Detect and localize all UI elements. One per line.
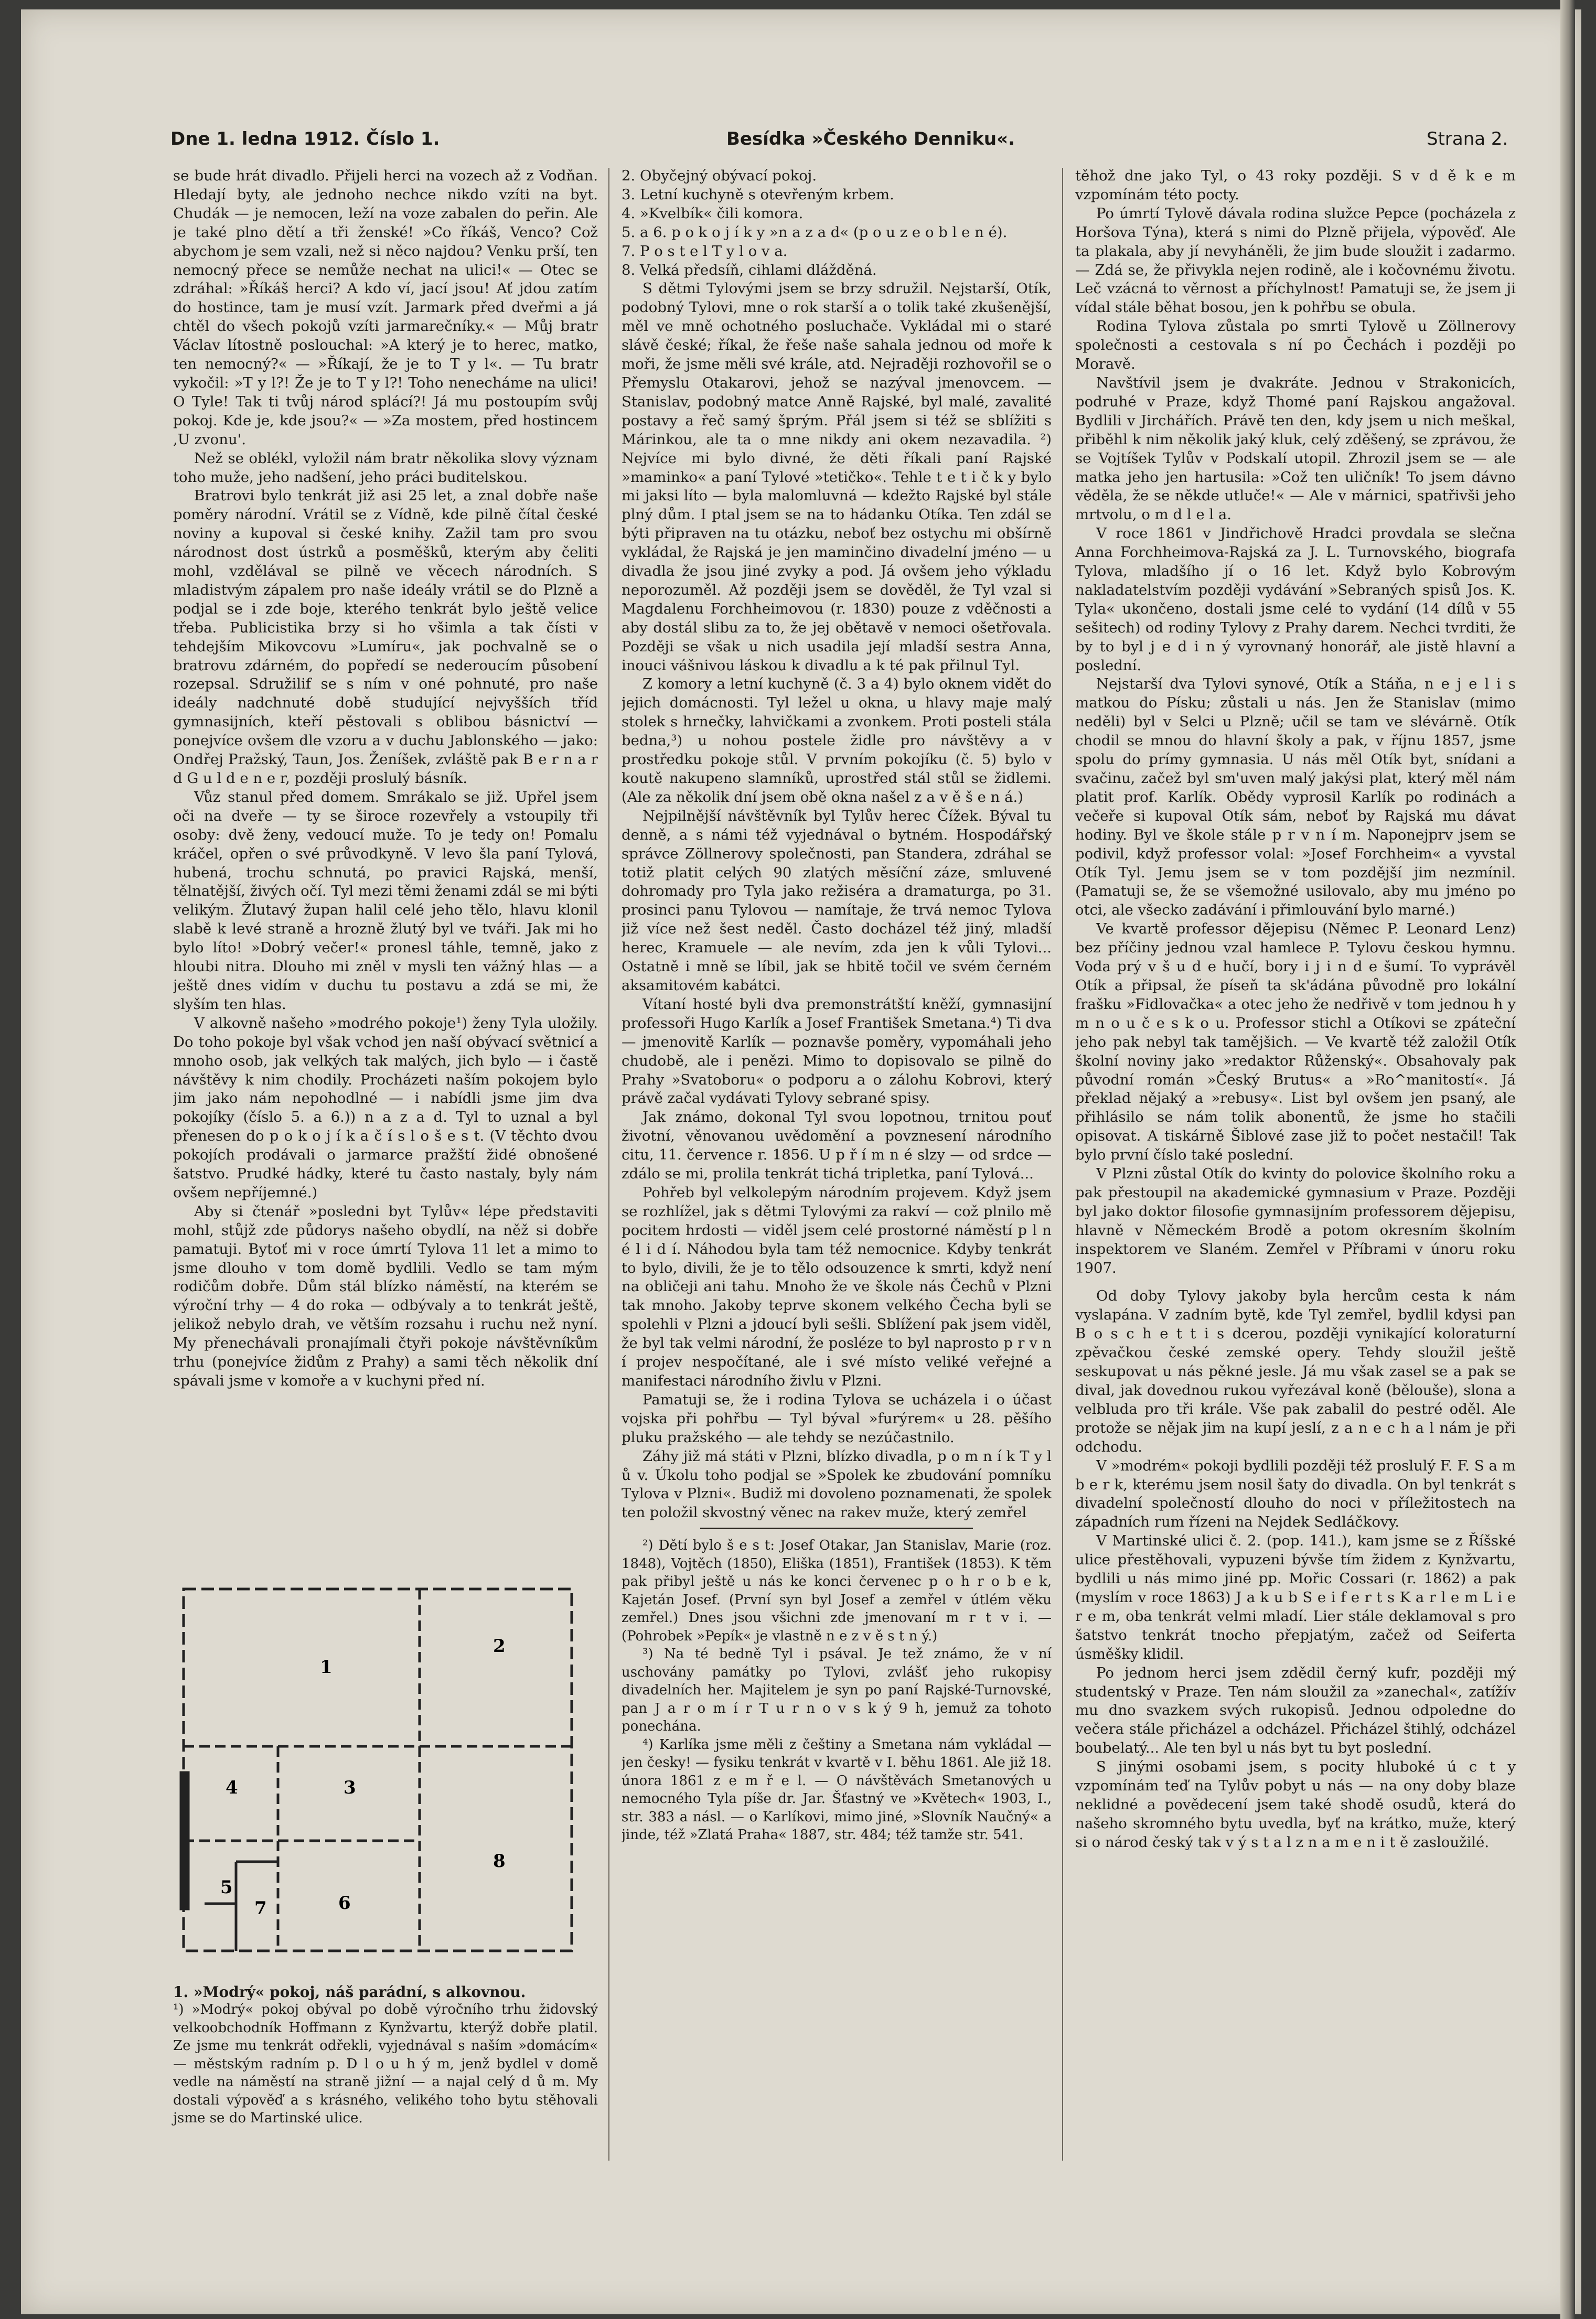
footnote: ²) Dětí bylo š e s t: Josef Otakar, Jan Stanislav, Marie (roz. 1848), Vojtěch (1850), Eliška (1851), František (1853). K těm pak přibyl ještě u nás ke konci červenec p o h r o b e k, Kajetán Josef. (První syn byl Josef a zemřel v útlém věku zemřel.) Dnes jsou všichni zde jmenovaní m r t v i. — (Pohrobek »Pepík« je vlastně n e z v ě s t n ý.) — [622, 1538, 1052, 1644]
room-label: 7 — [254, 1898, 267, 1919]
paragraph: Jak známo, dokonal Tyl svou lopotnou, trnitou pouť životní, věnovanou uvědomění a povznesení národního citu, 11. července r. 1856. U p ř í m n é slzy — od srdce — zdálo se mi, prolila tenkrát tichá tripletka, paní Tylová... — [622, 1109, 1052, 1183]
paragraph: V »modrém« pokoji bydlili později též proslulý F. F. S a m b e r k, kterému jsem nosil šaty do divadla. On byl tenkrát s divadelní společností dlouho do noci v příležitostech na západních rum řízeni na Nejdek Sedláčkovy. — [1075, 1457, 1516, 1531]
paragraph: Nejstarší dva Tylovi synové, Otík a Stáňa, n e j e l i s matkou do Písku; zůstali u nás. Jen že Stanislav (mimo neděli) byl v Selci u Plzně; učil se tam ve slévárně. Otík chodil se mnou do hlavní školy a pak, v říjnu 1857, jsme spolu do prímy gymnasia. U nás měl Otík byt, snídani a svačinu, začež byl sm'uven malý jakýsi plat, který měl nám platit prof. Karlík. Obědy vyprosil Karlík po rodinách a večeře si kupoval Otík sám, neboť by Rajská mu dávat hodiny. Byl ve škole stále p r v n í m. Naponejprv jsem se podivil, když professor volal: »Josef Forchheim« a vyvstal Otík Tyl. Jemu jsem se v tom pozdější jim nezmínil. (Pamatuji se, že se všemožné usilovalo, aby mu jméno po otci, ale všecko zadávání i přimlouvání bylo marné.) — [1075, 675, 1516, 919]
paragraph: Ve kvartě professor dějepisu (Němec P. Leonard Lenz) bez příčiny jednou vzal hamlece P. Tylovu českou hymnu. Voda prý v š u d e hučí, bory i j i n d e šumí. To vyprávěl Otík a připsal, že píseň ta sk'ádána původně pro lokální frašku »Fidlovačka« a otec jeho že nedřivě v tom jednou h y m n o u č e s k o u. Professor stichl a Otíkovi se zpáteční jeho pak nebyl tak tamějšich. — Ve kvartě též založil Otík školní noviny jako »redaktor Růženský«. Obsahovaly pak původní román »Český Brutus« a »Ro^manitostí«. Já překlad nějaký a »rebusy«. List byl ovšem jen psaný, ale přihlásilo se nám tolik abonentů, že jsme ho stačili opisovat. A tiskárně Šiblové zase již to počet nestačil! Tak bylo první číslo také poslední. — [1075, 920, 1516, 1164]
footnote: ³) Na té bedně Tyl i psával. Je tež známo, že v ní uschovány památky po Tylovi, zvlášť jeho rukopisy divadelních her. Majitelem je syn po paní Rajské-Turnovské, pan J a r o m í r T u r n o v s k ý 9 h, jemuž za tohoto ponechána. — [622, 1646, 1052, 1735]
page-number: Strana 2. — [1427, 128, 1508, 149]
list-item: 2. Obyčejný obývací pokoj. — [622, 167, 817, 184]
paragraph: těhož dne jako Tyl, o 43 roky později. S v d ě k e m vzpomínám této pocty. — [1075, 167, 1516, 203]
room-label: 4 — [226, 1777, 238, 1798]
paragraph: V alkovně našeho »modrého pokoje¹) ženy Tyla uložily. Do toho pokoje byl však vchod jen naší obývací světnicí a mnoho osob, jak velkých tak malých, jich bylo — i častě návštěvy k nim chodily. Procházeti naším pokojem bylo jim jako nám nepohodlné — i nabídli jsme jim dva pokojíky (číslo 5. a 6.)) n a z a d. Tyl to uznal a byl přenesen do p o k o j í k a č í s l o š e s t. (V těchto dvou pokojích prodávali o jarmarce pražští židé obnošené šatstvo. Prudké hádky, které tu často nastaly, byly nám ovšem nepříjemné.) — [173, 1014, 598, 1201]
floor-plan-diagram — [157, 1547, 598, 1977]
plan-caption — [173, 1983, 598, 2128]
footnote: ¹) »Modrý« pokoj obýval po době výročního trhu židovský velkoobchodník Hoffmann z Kynžvartu, kterýž dobře platil. Ze jsme mu tenkrát odřekli, vyjednával s naším »domácím« — městským radním p. D l o u h ý m, jenž bydlel v domě vedle na náměstí na straně jižní — a najal celý d ů m. My dostali výpověď a s krásného, velikého toho bytu stěhovali jsme se do Martinské ulice. — [173, 2002, 598, 2126]
column-3 — [1075, 167, 1516, 2149]
paragraph: V Plzni zůstal Otík do kvinty do polovice školního roku a pak přestoupil na akademické gymnasium v Praze. Později byl jako doktor filosofie gymnasijním professorem dějepisu, hlavně v Německém Brodě a potom okresním školním inspektorem ve Slaném. Zemřel v Příbrami v únoru roku 1907. — [1075, 1165, 1516, 1276]
caption-text: 1. »Modrý« pokoj, náš parádní, s alkovnou. — [173, 1983, 526, 2001]
paragraph: Pohřeb byl velkolepým národním projevem. Když jsem se rozhlížel, jak s dětmi Tylovými za rakví — což plnilo mě pocitem hrdosti — viděl jsem celé prostorné náměstí p l n é l i d í. Náhodou byla tam též nemocnice. Kdyby tenkrát to bylo, divili, že je to tělo odsouzence k smrti, když není na obličeji ani tahu. Mnoho že ve škole nás Čechů v Plzni tak mnoho. Jakoby teprve skonem velkého Čecha byli se spolehli v Plzni a jdoucí byli sešli. Sblížení pak jsem viděl, že byl tak velmi národní, že posléze to byl naprosto p r v n í projev nespočítané, ale i své místo veliké veřejné a manifestaci národního živlu v Plzni. — [622, 1184, 1052, 1389]
column-divider — [1062, 168, 1063, 2161]
list-item: 3. Letní kuchyně s otevřeným krbem. — [622, 186, 894, 203]
list-item: 8. Velká předsíň, cihlami dlážděná. — [622, 261, 877, 278]
room-label: 8 — [493, 1851, 506, 1872]
paragraph: Rodina Tylova zůstala po smrti Tylově u Zöllnerovy společnosti a cestovala s ní po Čechách i později po Moravě. — [1075, 318, 1516, 373]
paragraph: Po úmrtí Tylově dávala rodina služce Pepce (pocházela z Horšova Týna), která s nimi do Plzně přijela, výpověď. Ale ta plakala, aby jí nevyháněli, že jim bude sloužit i zadarmo. — Zdá se, že přivykla nejen rodině, ale i kočovnému životu. Leč vzácná to věrnost a příchylnost! Pamatuji se, že jsem ji vídal stále běhat bosou, jen k pohřbu se obula. — [1075, 205, 1516, 316]
paragraph: Pamatuji se, že i rodina Tylova se ucházela i o účast vojska při pohřbu — Tyl býval »furýrem« u 28. pěšího pluku pražského — ale tehdy se nezúčastnilo. — [622, 1391, 1052, 1446]
paragraph: Z komory a letní kuchyně (č. 3 a 4) bylo oknem vidět do jejich domácnosti. Tyl ležel u okna, u hlavy maje malý stolek s hrnečky, lahvičkami a zvonkem. Proti posteli stála bedna,³) u nohou postele židle pro návštěvy a v prostředku pokoje stůl. V prvním pokojíku (č. 5) bylo v koutě nakupeno slamníků, uprostřed stál stůl se židlemi. (Ale za několik dní jsem obě okna našel z a v ě š e n á.) — [622, 675, 1052, 806]
footnote-rule — [700, 1528, 973, 1529]
paragraph: Od doby Tylovy jakoby byla hercům cesta k nám vyslapána. V zadním bytě, kde Tyl zemřel, bydlil kdysi pan B o s c h e t t i s dcerou, později vynikající koloraturní zpěvačkou české zemské opery. Tehdy sloužil ještě seskupovat u nás pěkné jesle. Já mu však zasel se a pak se dival, jak dovednou rukou vyřezával koně (bělouše), slona a velbluda pro tři krále. Vše pak zabalil do pestré oděl. Ale protože se nějak jim na kupí jeslí, z a n e c h a l nám je při odchodu. — [1075, 1287, 1516, 1455]
paragraph: Než se oblékl, vyložil nám bratr několika slovy význam toho muže, jeho nadšení, jeho práci buditelskou. — [173, 449, 598, 486]
room-label: 5 — [220, 1877, 233, 1898]
paragraph: Navštívil jsem je dvakráte. Jednou v Strakonicích, podruhé v Praze, když Thomé paní Rajskou angažoval. Bydlili v Jirchářích. Právě ten den, kdy jsem u nich meškal, přiběhl k nim několik jaký kluk, celý zděšený, se zprávou, že se Vojtíšek Tylův v Podskalí utopil. Zhrozil jsem se — ale matka jeho jen hartusila: »Což ten uličník! To jsem dávno věděla, že se někde utluče!« — Ale v márnici, spatřivši jeho mrtvolu, o m d l e l a. — [1075, 374, 1516, 523]
paragraph: Bratrovi bylo tenkrát již asi 25 let, a znal dobře naše poměry národní. Vrátil se z Vídně, kde pilně čítal české noviny a kupoval si české knihy. Zažil tam pro svou národnost dost ústrků a posměšků, kterým aby čeliti mohl, vzdělával se pilně ve věcech národních. S mladistvým zápalem pro naše ideály vrátil se do Plzně a podjal se i zde boje, kterého tenkrát bylo ještě velice třeba. Publicistika brzy si ho všimla a tak čísti v tehdejším Mikovcovu »Lumíru«, jak pochvalně se o bratrovu zdárném, do popředí se nederoucím působení rozepsal. Sdružilif se s ním v oné pohnuté, pro naše ideály nadchnuté době studující nejvyšších tříd gymnasijních, kteří pěstovali s oblibou básnictví — ponejvíce ovšem dle vzoru a v duchu Jablonského — jako: Ondřej Pražský, Taun, Jos. Ženíšek, zvláště pak B e r n a r d G u l d e n e r, později proslulý básník. — [173, 487, 598, 787]
page-fold-edge — [1560, 0, 1575, 2319]
room-label: 3 — [344, 1777, 356, 1798]
paragraph: Vůz stanul před domem. Smrákalo se již. Upřel jsem oči na dveře — ty se široce rozevřely a vstoupily tři osoby: dvě ženy, vedoucí muže. To je tedy on! Pomalu kráčel, opřen o své průvodkyně. V levo šla paní Tylová, hubená, trochu schnutá, po pravici Rajská, menší, tělnatější, živých očí. Tyl mezi těmi ženami zdál se mi býti velikým. Žlutavý župan halil celé jeho tělo, hlavu klonil slabě k levé straně a hrozně žlutý byl ve tváři. Jak mi ho bylo líto! »Dobrý večer!« pronesl táhle, temně, jako z hloubi nitra. Dlouho mi zněl v mysli ten vážný hlas — a ještě dnes vidím v duchu tu postavu a zdá se mi, že slyším ten hlas. — [173, 788, 598, 1013]
room-label: 2 — [493, 1636, 506, 1657]
column-2 — [622, 167, 1052, 2149]
room-label: 6 — [338, 1893, 351, 1914]
paragraph: se bude hrát divadlo. Přijeli herci na vozech až z Vodňan. Hledají byty, ale jednoho nechce nikdo vzíti na byt. Chudák — je nemocen, leží na voze zabalen do peřin. Ale je také plno dětí a tři ženské! »Co říkáš, Venco? Což abychom je sem vzali, než si něco najdou? Venku prší, ten nemocný přece se nemůže nechat na ulici!« — Otec se zdráhal: »Říkáš herci? A kdo ví, jací jsou! Ať jdou zatím do hostince, tam je musí vzít. Jarmark před dveřmi a já chtěl do všech pokojů vzíti jarmarečníky.« — Můj bratr Václav lítostně poslouchal: »A který je to herec, matko, ten nemocný?« — »Říkají, že je to T y l«. — Tu bratr vykočil: »T y l?! Že je to T y l?! Toho nenecháme na ulici! O Tyle! Tak ti tvůj národ splácí?! Já mu postoupím svůj pokoj. Kde je, kde jsou?« — »Za mostem, před hostincem ,U zvonu'. — [173, 167, 598, 448]
paragraph: V Martinské ulici č. 2. (pop. 141.), kam jsme se z Říšské ulice přestěhovali, vypuzeni bývše tím židem z Kynžvartu, bydlili u nás mimo jiné pp. Mořic Cossari (r. 1862) a pak (myslím v roce 1863) J a k u b S e i f e r t s K a r l e m L i e r e m, oba tenkrát velmi mladí. Lier stále deklamoval s pro šatstvo tenkrát tnocho přepjatým, začež od Seiferta úsměšky klidil. — [1075, 1532, 1516, 1662]
column-divider — [608, 168, 609, 2161]
paragraph: Aby si čtenář »posledni byt Tylův« lépe představiti mohl, stůjž zde půdorys našeho obydlí, na něž si dobře pamatuji. Bytoť mi v roce úmrtí Tylova 11 let a mimo to jsme dlouho v tom domě bydlili. Vedlo se tam mým rodičům dobře. Dům stál blízko náměstí, na kterém se výroční trhy — 4 do roka — odbývaly a to tenkrát ještě, jelikož nebylo drah, ve větším rozsahu i ruchu než nyní. My přenechávali pronajímali čtyři pokoje návštěvníkům trhu (ponejvíce židům z Prahy) a sami těch několik dní spávali jsme v komoře a v kuchyni před ní. — [173, 1203, 598, 1389]
paragraph: Vítaní hosté byli dva premonstrátští kněží, gymnasijní professoři Hugo Karlík a Josef František Smetana.⁴) Ti dva — jmenovitě Karlík — poznavše poměry, vypomáhali jeho chudobě, ale i penězi. Mimo to dopisovalo se pilně do Prahy »Svatoboru« o podporu a o zálohu Kobrovi, který právě začal vydávati Tylovy sebrané spisy. — [622, 995, 1052, 1107]
room-label: 1 — [320, 1657, 333, 1678]
list-item: 4. »Kvelbík« čili komora. — [622, 205, 804, 222]
plan-window-bar — [181, 1773, 188, 1909]
paragraph: Po jednom herci jsem zdědil černý kufr, později mý studentský v Praze. Ten nám sloužil za »zanechal«, zatížív mu dno svazkem svých rukopisů. Jednou odpoledne do večera stále přicházel a odcházel. Přicházel štihlý, odcházel boubelatý... Ale ten byl u nás byt tu byt poslední. — [1075, 1664, 1516, 1757]
plan-outer-wall — [184, 1589, 572, 1951]
issue-date: Dne 1. ledna 1912. Číslo 1. — [170, 128, 440, 149]
paragraph: S jinými osobami jsem, s pocity hluboké ú c t y vzpomínám teď na Tylův pobyt u nás — na ony doby blaze neklidné a povědecení jsem také shodě osudů, která do našeho skromného bytu uvedla, byť na krátko, muže, který si o národ český tak v ý s t a l z n a m e n i t ě zasloužilé. — [1075, 1758, 1516, 1851]
paragraph: S dětmi Tylovými jsem se brzy sdružil. Nejstarší, Otík, podobný Tylovi, mne o rok starší a o tolik také zkušenější, měl ve mně ochotného posluchače. Vykládal mi o staré slávě české; říkal, že řeše naše sahala jednou od moře k moři, že jsme měli své krále, atd. Nejraději rozhovořil se o Přemyslu Otakarovi, jehož se nazýval jmenovcem. — Stanislav, podobný matce Anně Rajské, byl malé, zavalité postavy a řeč samý šprým. Přál jsem si též se sblížiti s Márinkou, ale ta o mne nikdy ani okem nezavadila. ²) Nejvíce mi bylo divné, že děti říkali paní Rajské »maminko« a paní Tylové »tetičko«. Tehle t e t i č k y bylo mi jaksi líto — byla malomluvná — kdežto Rajské byl stále plný dům. I ptal jsem se na to hádanku Otíka. Ten zdál se býti připraven na tu otázku, neboť bez ostychu mi obšírně vykládal, že Rajská je jen maminčino divadelní jméno — u divadla že jsou jiné zvyky a pod. Já ovšem jeho výkladu neporozuměl. Až později jsem se dověděl, že Tyl vzal si Magdalenu Forchheimovou (r. 1830) pouze z vděčnosti a aby dostál slibu za to, že jej obětavě v nemoci ošetřovala. Později se však u nich usadila její mladší sestra Anna, inouci vášnivou láskou k divadlu a k té pak přilnul Tyl. — [622, 280, 1052, 674]
list-item: 5. a 6. p o k o j í k y »n a z a d« (p o u z e o b l e n é). — [622, 223, 1008, 241]
section-title: Besídka »Českého Denniku«. — [726, 128, 1015, 149]
list-item: 7. P o s t e l T y l o v a. — [622, 242, 788, 260]
footnote: ⁴) Karlíka jsme měli z češtiny a Smetana nám vykládal — jen česky! — fysiku tenkrát v kvartě v I. běhu 1861. Ale již 18. února 1861 z e m ř e l. — O návštěvách Smetanových u nemocného Tyla píše dr. Jar. Šťastný ve »Květech« 1903, I., str. 383 a násl. — o Karlíkovi, mimo jiné, »Slovník Naučný« a jinde, též »Zlatá Praha« 1887, str. 484; též tamže str. 541. — [622, 1736, 1052, 1843]
floor-plan-svg — [157, 1547, 598, 1977]
paragraph: V roce 1861 v Jindřichově Hradci provdala se slečna Anna Forchheimova-Rajská za J. L. Turnovského, biografa Tylova, mladšího jí o 16 let. Když bylo Kobrovým nakladatelstvím později vydávání »Sebraných spisů Jos. K. Tyla« ukončeno, dostali jsme celé to vydání (14 dílů v 55 sešitech) od rodiny Tylovy z Prahy darem. Nechci tvrditi, že by to byl j e d i n ý vyrovnaný honorář, ale jistě hlavní a poslední. — [1075, 525, 1516, 674]
paragraph: Záhy již má státi v Plzni, blízko divadla, p o m n í k T y l ů v. Úkolu toho podjal se »Spolek ke zbudování pomníku Tylova v Plzni«. Budiž mi dovoleno poznamenati, že spolek ten položil skvostný věnec na rakev muže, který zemřel — [622, 1447, 1052, 1521]
paragraph: Nejpilnější návštěvník byl Tylův herec Čížek. Býval tu denně, a s námi též vyjednával o bytném. Hospodářský správce Zöllnerovy společnosti, pan Standera, zdráhal se totiž platit celých 90 zlatých měsíční záze, smluvené dohromady pro Tyla jako režiséra a dramaturga, po 31. prosinci panu Tylovou — namítaje, že trvá nemoc Tylova již více než šest neděl. Často docházel též jiný, mladší herec, Kramuele — ale nevím, zda jen k vůli Tylovi... Ostatně i mně se líbil, jak se hbitě točil ve svém černém aksamitovém kabátci. — [622, 807, 1052, 994]
